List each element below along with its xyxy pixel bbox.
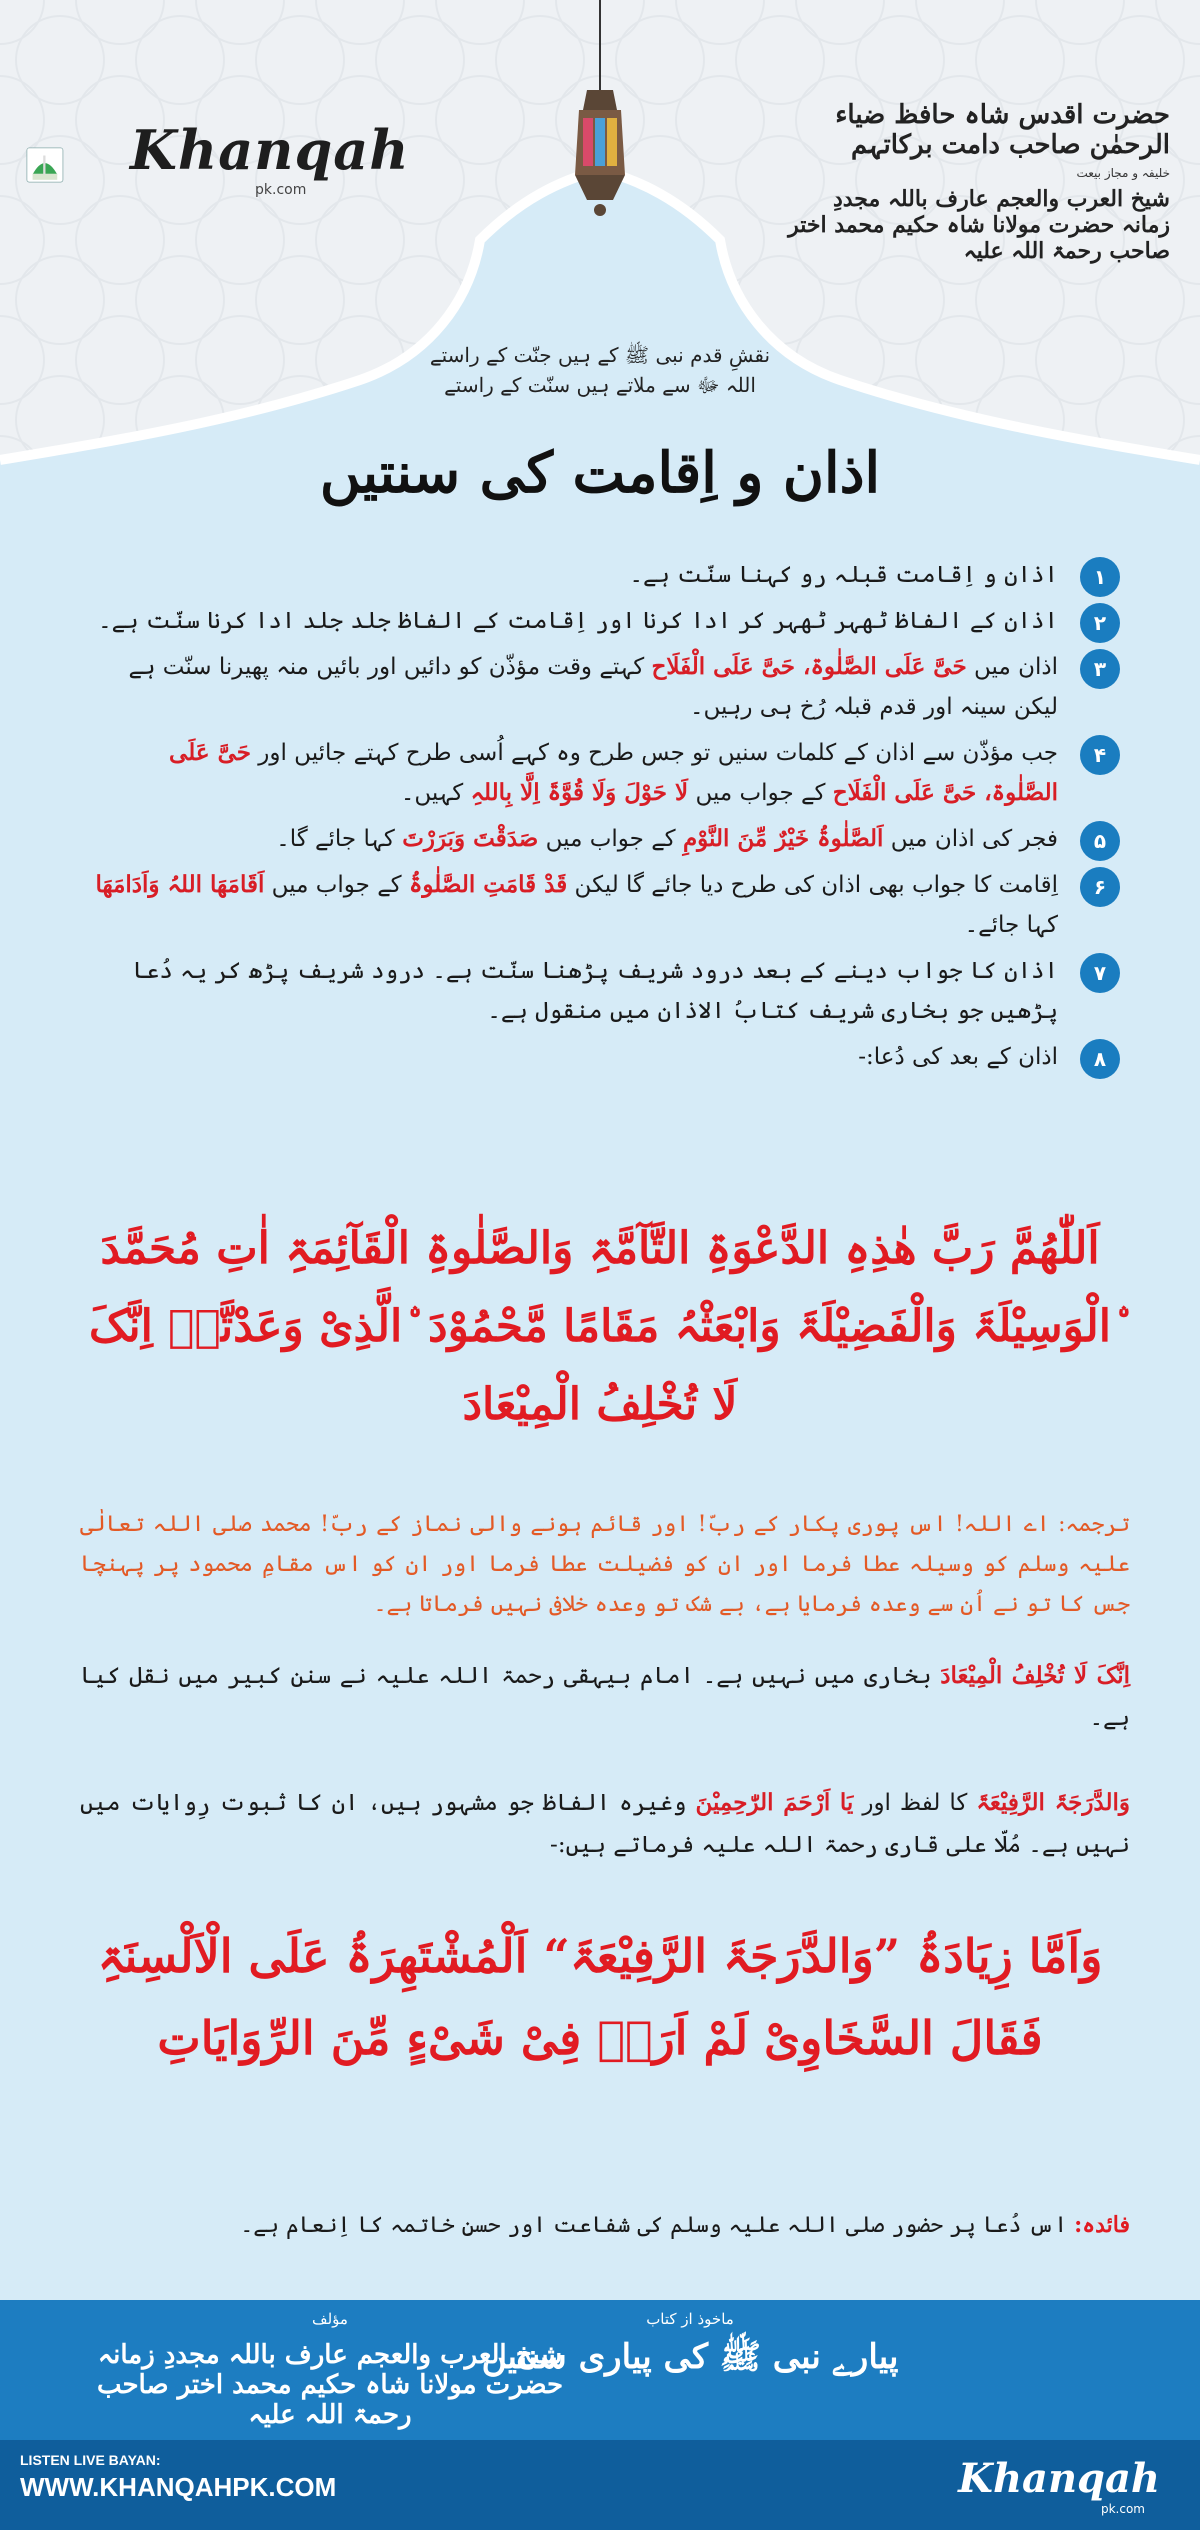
couplet-line-2: اللہ ﷻ سے ملاتے ہیں سنّت کے راستے <box>444 373 756 397</box>
logo-text: Khanqah <box>130 118 410 182</box>
arabic-phrase: اَلصَّلٰوۃُ خَیْرٌ مِّنَ النَّوْمِ <box>682 825 884 852</box>
dua-translation: ترجمہ: اے اللہ! اس پوری پکار کے ربّ! اور قائم ہونے والی نماز کے ربّ! محمد صلی اللہ تعالٰی علیہ وسلم کو وسیلہ عطا فرما اور ان کو فضیلت عطا فرما اور ان کو اس مقامِ محمود پر پہنچا جس کا تو نے اُن سے وعدہ فرمایا ہے، بے شک تو وعدہ خلافی نہیں فرماتا ہے۔ <box>80 1512 1130 1617</box>
list-item <box>90 733 1120 813</box>
item-text-post: کہتے وقت مؤذّن کو دائیں اور بائیں منہ پھیرنا سنّت ہے لیکن سینہ اور قدم قبلہ رُخ ہی رہیں۔ <box>128 654 1058 720</box>
note-text-mid: کا لفظ اور <box>853 1790 977 1816</box>
list-item <box>90 555 1120 595</box>
list-item <box>90 819 1120 859</box>
item-number: ۶ <box>1080 867 1120 907</box>
lantern-icon <box>565 0 635 250</box>
item-number: ۴ <box>1080 735 1120 775</box>
list-item <box>90 601 1120 641</box>
item-text-mid: کے جواب میں <box>264 872 409 898</box>
list-item <box>90 951 1120 1031</box>
footer-logo-sub: pk.com <box>1100 2502 1145 2516</box>
item-text-post: کہا جائے گا۔ <box>276 826 403 852</box>
arabic-phrase: قَدْ قَامَتِ الصَّلٰوۃُ <box>408 871 568 898</box>
book-title: پیارے نبی ﷺ کی پیاری سنتیں <box>481 2337 899 2377</box>
couplet-line-1: نقشِ قدم نبی ﷺ کے ہیں جنّت کے راستے <box>429 343 771 367</box>
note-text: بخاری میں نہیں ہے۔ امام بیہقی رحمۃ اللہ علیہ نے سنن کبیر میں نقل کیا ہے۔ <box>80 1663 1130 1731</box>
footer-logo: Khanqah <box>958 2455 1160 2502</box>
note-paragraph-2 <box>80 1782 1130 1866</box>
item-text-pre: جب مؤذّن سے اذان کے کلمات سنیں تو جس طرح وہ کہے اُسی طرح کہتے جائیں اور <box>250 740 1058 766</box>
mulla-ali-qari-quote: وَاَمَّا زِیَادَۃُ ”وَالدَّرَجَۃَ الرَّفِیْعَۃَ“ اَلْمُشْتَھِرَۃُ عَلَی الْاَلْسِنَۃِ فَقَالَ السَّخَاوِیْ لَمْ اَرَہٗ فِیْ شَیْءٍ مِّنَ الرِّوَایَاتِ <box>97 1929 1103 2065</box>
item-text-mid: کے جواب میں <box>688 780 833 806</box>
item-text-post: کہیں۔ <box>400 780 471 806</box>
item-number: ۷ <box>1080 953 1120 993</box>
author-title: حضرت اقدس شاہ حافظ ضیاء الرحمٰن صاحب دامت برکاتہم <box>835 100 1170 160</box>
note-text: وغیرہ الفاظ جو مشہور ہیں، ان کا ثبوت رِوایات میں نہیں ہے۔ مُلّا علی قاری رحمۃ اللہ علیہ فرماتے ہیں:- <box>80 1790 1130 1858</box>
arabic-phrase: لَا حَوْلَ وَلَا قُوَّۃَ اِلَّا بِاللہِ <box>470 779 689 806</box>
item-text-pre: فجر کی اذان میں <box>883 826 1058 852</box>
benefit-text: اس دُعا پر حضور صلی اللہ علیہ وسلم کی شفاعت اور حسنِ خاتمہ کا اِنعام ہے۔ <box>240 2213 1075 2238</box>
arabic-phrase: حَیَّ عَلَی الصَّلٰوۃ، حَیَّ عَلَی الْفَلَاح <box>651 653 967 680</box>
list-item <box>90 1037 1120 1077</box>
author-sheikh: شیخ العرب والعجم عارف باللہ مجددِ زمانہ حضرت مولانا شاہ حکیم محمد اختر صاحب رحمۃ اللہ علیہ <box>788 186 1170 264</box>
benefit-note <box>100 2212 1130 2238</box>
listen-live-label: LISTEN LIVE BAYAN: <box>20 2452 161 2468</box>
item-number: ۸ <box>1080 1039 1120 1079</box>
couplet <box>300 340 900 400</box>
item-text: اذان کا جواب دینے کے بعد درود شریف پڑھنا سنّت ہے۔ درود شریف پڑھ کر یہ دُعا پڑھیں جو بخاری شریف کتابُ الاذان میں منقول ہے۔ <box>132 958 1058 1024</box>
book-author <box>70 2310 590 2430</box>
list-item <box>90 865 1120 945</box>
item-text-mid: کے جواب میں <box>538 826 683 852</box>
item-text: اذان و اِقامت قبلہ رو کہنا سنّت ہے۔ <box>629 562 1058 588</box>
arabic-phrase: اِنَّکَ لَا تُخْلِفُ الْمِیْعَادَ <box>940 1662 1131 1689</box>
arabic-phrase: حَیَّ عَلَی الصَّلٰوۃ، حَیَّ عَلَی الْفَلَاح <box>169 739 1058 806</box>
item-text: اذان کے بعد کی دُعا:- <box>858 1044 1058 1070</box>
author-name: شیخ العرب والعجم عارف باللہ مجددِ زمانہ حضرت مولانا شاہ حکیم محمد اختر صاحب رحمۃ اللہ علیہ <box>96 2340 564 2430</box>
arabic-phrase: وَالدَّرَجَۃَ الرَّفِیْعَۃَ <box>976 1789 1131 1816</box>
page-title: اذان و اِقامت کی سنتیں <box>319 440 881 506</box>
item-number: ۵ <box>1080 821 1120 861</box>
author-block <box>780 100 1170 264</box>
item-text-pre: اِقامت کا جواب بھی اذان کی طرح دیا جائے گا لیکن <box>567 872 1058 898</box>
book-source-label: ماخوذ از کتاب <box>646 2310 734 2328</box>
item-number: ۱ <box>1080 557 1120 597</box>
arabic-phrase: صَدَقْتَ وَبَرَرْتَ <box>402 825 539 852</box>
item-text-pre: اذان میں <box>966 654 1058 680</box>
item-number: ۲ <box>1080 603 1120 643</box>
item-number: ۳ <box>1080 649 1120 689</box>
mosque-logo-icon <box>25 110 135 220</box>
logo-subtext: pk.com <box>255 182 307 198</box>
benefit-label: فائدہ: <box>1074 2212 1130 2238</box>
author-label: مؤلف <box>312 2310 348 2328</box>
note-paragraph-1 <box>80 1655 1130 1739</box>
arabic-phrase: اَقَامَھَا اللہُ وَاَدَامَھَا <box>95 871 265 898</box>
author-khalifa-label: خلیفہ و مجاز بیعت <box>1076 166 1170 180</box>
list-item <box>90 647 1120 727</box>
item-text: اذان کے الفاظ ٹھہر ٹھہر کر ادا کرنا اور اِقامت کے الفاظ جلد جلد ادا کرنا سنّت ہے۔ <box>98 608 1058 634</box>
item-text-post: کہا جائے۔ <box>964 912 1058 938</box>
arabic-phrase: یَا اَرْحَمَ الرّٰحِمِیْنَ <box>695 1789 854 1816</box>
dua-after-azan: اَللّٰھُمَّ رَبَّ ھٰذِہِ الدَّعْوَۃِ التَّآمَّۃِ وَالصَّلٰوۃِ الْقَآئِمَۃِ اٰتِ مُحَمَّدَ ۨالْوَسِیْلَۃَ وَالْفَضِیْلَۃَ وَابْعَثْہُ مَقَامًا مَّحْمُوْدَ ۨالَّذِیْ وَعَدْتَّہٗ اِنَّکَ لَا تُخْلِفُ الْمِیْعَادَ <box>88 1223 1112 1430</box>
sunnah-list <box>90 555 1120 1083</box>
website-link[interactable]: WWW.KHANQAHPK.COM <box>20 2472 337 2502</box>
